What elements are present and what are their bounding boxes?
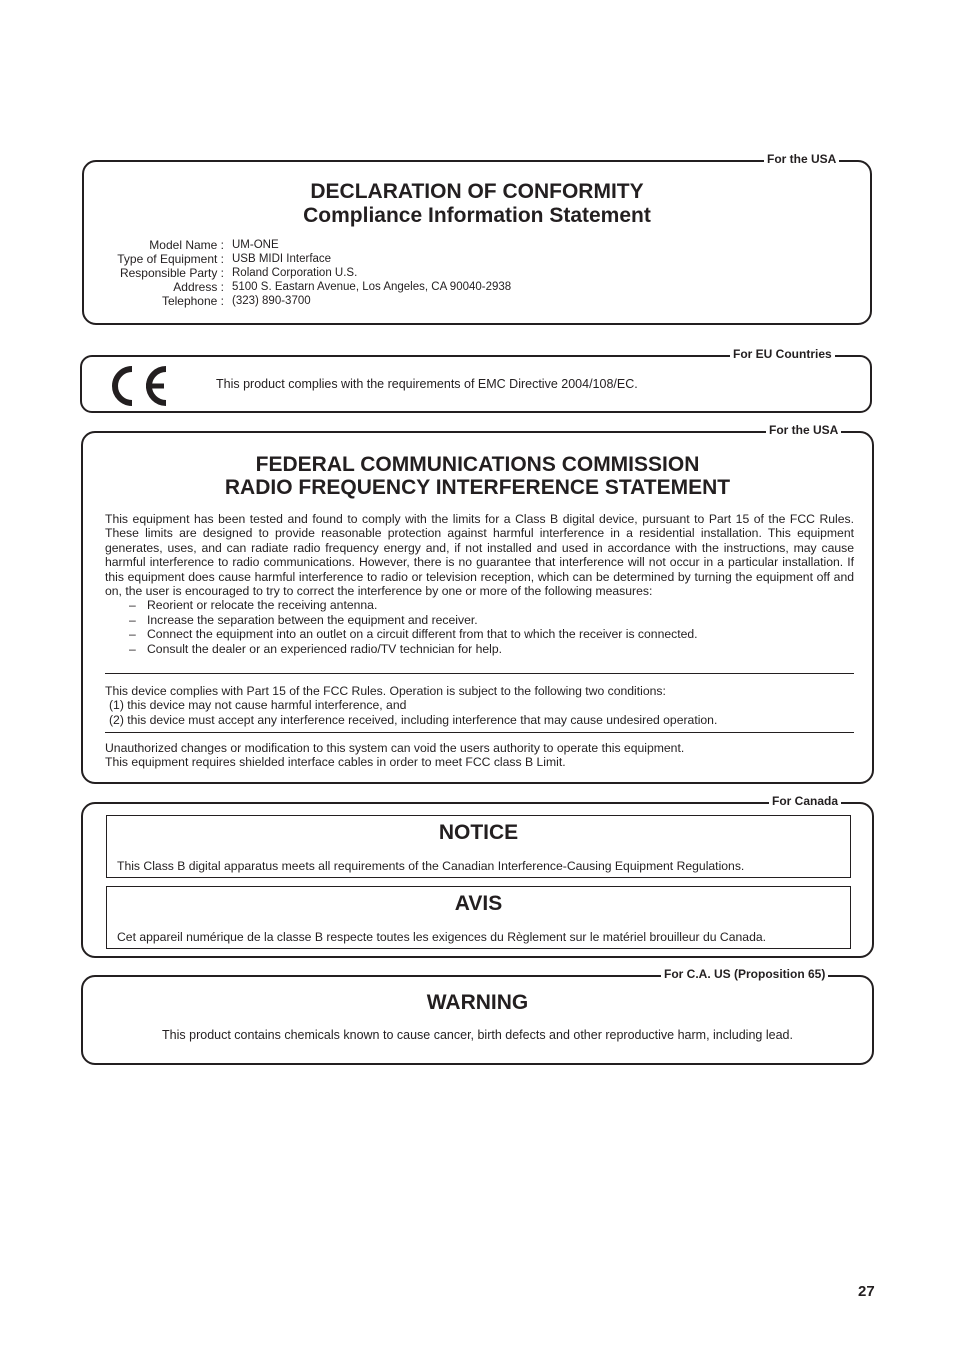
equipment-type-value: USB MIDI Interface	[232, 253, 332, 265]
declaration-title: DECLARATION OF CONFORMITY	[310, 180, 644, 203]
divider	[105, 673, 854, 674]
eu-tag: For EU Countries	[730, 347, 835, 361]
avis-text: Cet appareil numérique de la classe B respecte toutes les exigences du Règlement sur le matériel brouilleur du Canada.	[117, 930, 767, 944]
declaration-section	[82, 160, 872, 325]
fcc-title: FEDERAL COMMUNICATIONS COMMISSION	[255, 453, 700, 476]
list-item: – Increase the separation between the equipment and receiver.	[129, 612, 478, 627]
warning-title: WARNING	[426, 991, 529, 1014]
divider	[105, 732, 854, 733]
list-item: – Connect the equipment into an outlet on a circuit different from that to which the receiver is connected.	[129, 627, 698, 642]
usa-tag: For the USA	[764, 152, 839, 166]
fcc-modification-notice: Unauthorized changes or modification to this system can void the users authority to operate this equipment. This equipment requires shielded interface cables in order to meet FCC class B Limit.	[105, 741, 685, 770]
fcc-conditions: This device complies with Part 15 of the FCC Rules. Operation is subject to the following two conditions: (1) this device may not cause harmful interference, and (2) this device must accept any interference received, including interference that may cause undesired operation.	[105, 684, 718, 727]
telephone-label: Telephone :	[161, 294, 224, 308]
canada-tag: For Canada	[769, 794, 841, 808]
prop65-tag: For C.A. US (Proposition 65)	[661, 967, 828, 981]
fcc-paragraph	[105, 512, 854, 656]
telephone-value: (323) 890-3700	[232, 295, 311, 307]
model-name-label: Model Name :	[149, 238, 224, 252]
ce-mark-icon	[102, 361, 172, 411]
responsible-party-value: Roland Corporation U.S.	[232, 267, 358, 279]
avis-box	[106, 886, 851, 949]
fcc-usa-tag: For the USA	[766, 423, 841, 437]
fcc-measures-list	[105, 598, 854, 656]
notice-title: NOTICE	[438, 821, 519, 844]
avis-title: AVIS	[454, 892, 503, 915]
fcc-subtitle: RADIO FREQUENCY INTERFERENCE STATEMENT	[224, 476, 731, 499]
canada-section	[81, 802, 874, 958]
list-item: – Reorient or relocate the receiving antenna.	[129, 598, 378, 613]
page-number: 27	[858, 1283, 875, 1300]
warning-text: This product contains chemicals known to cause cancer, birth defects and other reproductive harm, including lead.	[162, 1028, 793, 1042]
fcc-section	[81, 431, 874, 784]
notice-text: This Class B digital apparatus meets all requirements of the Canadian Interference-Causing Equipment Regulations.	[117, 859, 745, 873]
list-item: – Consult the dealer or an experienced radio/TV technician for help.	[129, 641, 503, 656]
notice-box	[106, 815, 851, 878]
address-label: Address :	[173, 280, 224, 294]
equipment-type-label: Type of Equipment :	[117, 252, 224, 266]
declaration-subtitle: Compliance Information Statement	[303, 204, 651, 227]
address-value: 5100 S. Eastarn Avenue, Los Angeles, CA 90040-2938	[232, 281, 512, 293]
model-name-value: UM-ONE	[232, 239, 279, 251]
responsible-party-label: Responsible Party :	[119, 266, 224, 280]
prop65-section	[81, 975, 874, 1065]
eu-section	[80, 355, 872, 413]
fcc-paragraph-text: This equipment has been tested and found to comply with the limits for a Class B digital device, pursuant to Part 15 of the FCC Rules. These limits are designed to provide reasonable protection against harmful interference in a residential installation. This equipment generates, uses, and can radiate radio frequency energy and, if not installed and used in accordance with the instructions, may cause harmful interference to radio communications. However, there is no guarantee that interference will not occur in a particular installation. If this equipment does cause harmful interference to radio or television reception, which can be determined by turning the equipment off and on, the user is encouraged to try to correct the interference by one or more of the following measures:	[105, 512, 854, 599]
eu-statement: This product complies with the requirements of EMC Directive 2004/108/EC.	[216, 377, 638, 391]
